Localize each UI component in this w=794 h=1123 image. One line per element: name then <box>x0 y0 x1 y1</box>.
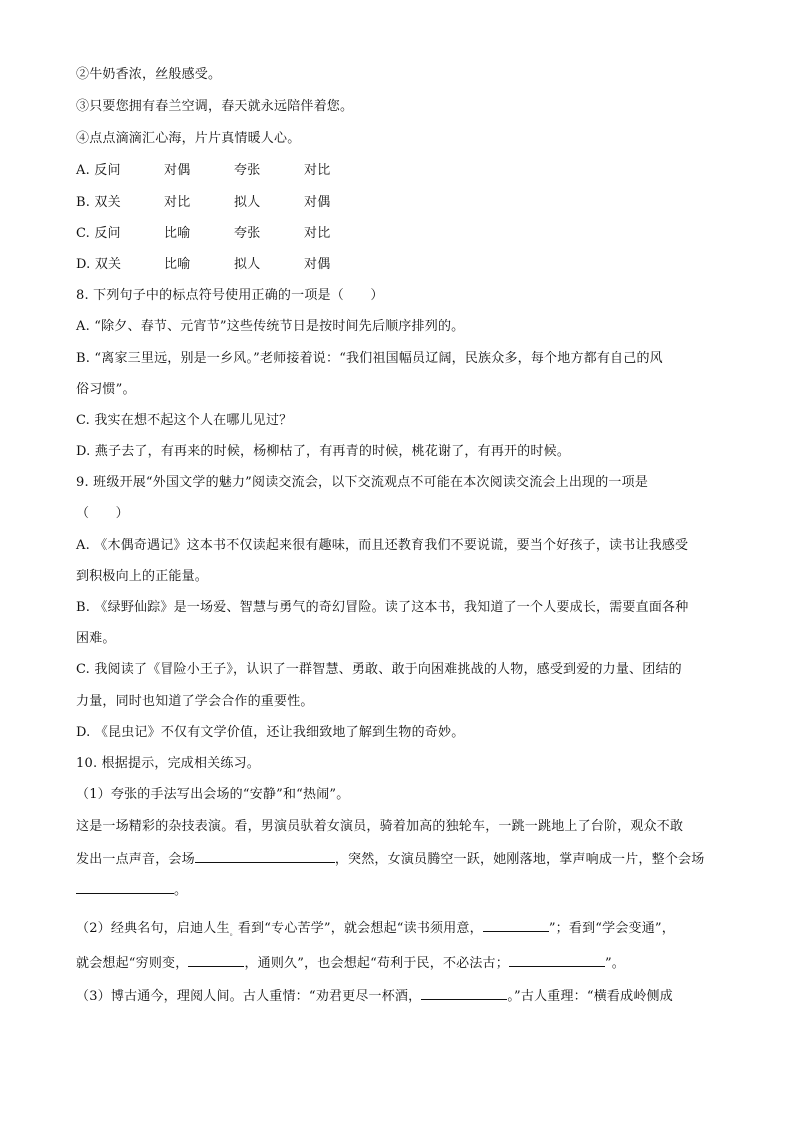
small-punctuation: 。 <box>229 928 238 937</box>
answer-blank-quiet[interactable] <box>195 849 335 863</box>
q9-option-b-line2: 困难。 <box>76 631 116 646</box>
q9-stem-line1: 9. 班级开展“外国文学的魅力”阅读交流会，以下交流观点不可能在本次阅读交流会上出现的一项是 <box>76 475 649 490</box>
q10-stem: 10. 根据提示，完成相关练习。 <box>76 756 261 771</box>
answer-blank-ancient[interactable] <box>509 953 605 967</box>
option-label: C. 反问 <box>76 226 121 241</box>
option-cell: 对偶 <box>304 195 331 210</box>
text-segment: ”。 <box>604 956 625 971</box>
q10-part1-line3 <box>76 880 187 900</box>
q9-option-d: D. 《昆虫记》不仅有文学价值，还让我细致地了解到生物的奇妙。 <box>76 725 465 740</box>
option-cell: 夸张 <box>234 226 261 241</box>
option-cell: 对比 <box>304 226 331 241</box>
q7-option-c <box>76 225 374 243</box>
option-label: B. 双关 <box>76 195 121 210</box>
option-label: A. 反问 <box>76 163 121 178</box>
text-segment: 看到“专心苦学”，就会想起“读书须用意， <box>237 921 483 936</box>
q8-option-c: C. 我实在想不起这个人在哪儿见过？ <box>76 413 293 428</box>
option-cell: 夸张 <box>234 163 261 178</box>
q8-option-b-line2: 俗习惯”。 <box>76 382 136 397</box>
rhetoric-item-2: ②牛奶香浓，丝般感受。 <box>76 67 222 82</box>
text-segment: 发出一点声音，会场 <box>76 852 195 867</box>
option-cell: 比喻 <box>164 257 191 272</box>
text-segment: ，通则久”，也会想起“苟利于民，不必法古； <box>244 956 509 971</box>
option-cell: 对偶 <box>304 257 331 272</box>
answer-blank-reading[interactable] <box>483 918 549 932</box>
q8-option-d: D. 燕子去了，有再来的时候，杨柳枯了，有再青的时候，桃花谢了，有再开的时候。 <box>76 444 571 459</box>
q8-stem: 8. 下列句子中的标点符号使用正确的一项是（ ） <box>76 288 384 303</box>
text-segment: （3）博古通今，理阅人间。古人重情：“劝君更尽一杯酒， <box>76 989 422 1004</box>
text-segment: （2）经典名句，启迪人生 <box>76 921 230 936</box>
text-segment: ，突然，女演员腾空一跃，她刚落地，掌声响成一片，整个会场 <box>334 852 705 867</box>
option-cell: 对比 <box>164 195 191 210</box>
q7-option-b <box>76 194 374 212</box>
q9-option-b-line1: B. 《绿野仙踪》是一场爱、智慧与勇气的奇幻冒险。读了这本书，我知道了一个人要成长，需要直面各种 <box>76 600 689 615</box>
q9-option-c-line2: 力量，同时也知道了学会合作的重要性。 <box>76 694 314 709</box>
q10-part1-line2 <box>76 849 704 869</box>
option-cell: 拟人 <box>234 257 261 272</box>
q10-part2-line1 <box>76 918 675 942</box>
answer-blank-lively[interactable] <box>76 880 174 894</box>
q9-option-c-line1: C. 我阅读了《冒险小王子》，认识了一群智慧、勇敢、敢于向困难挑战的人物，感受到爱的力量、团结的 <box>76 662 682 677</box>
q10-part1-line1: 这是一场精彩的杂技表演。看，男演员驮着女演员，骑着加高的独轮车，一跳一跳地上了台阶，观众不敢 <box>76 819 684 834</box>
q9-stem-line2: （ ） <box>76 506 129 521</box>
rhetoric-item-4: ④点点滴滴汇心海，片片真情暖人心。 <box>76 131 301 146</box>
q9-option-a-line1: A. 《木偶奇遇记》这本书不仅读起来很有趣味，而且还教育我们不要说谎，要当个好孩子，读书让我感受 <box>76 538 689 553</box>
answer-blank-change[interactable] <box>188 953 244 967</box>
option-cell: 拟人 <box>234 195 261 210</box>
option-cell: 对偶 <box>164 163 191 178</box>
text-segment: 就会想起“穷则变， <box>76 956 189 971</box>
answer-blank-wine[interactable] <box>421 986 507 1000</box>
q7-option-a <box>76 162 374 180</box>
text-segment: 。 <box>174 883 188 898</box>
q8-option-a: A. “除夕、春节、元宵节”这些传统节日是按时间先后顺序排列的。 <box>76 319 465 334</box>
text-segment: 。”古人重理：“横看成岭侧成 <box>507 989 673 1004</box>
option-label: D. 双关 <box>76 257 122 272</box>
q8-option-b-line1: B. “离家三里远，别是一乡风。”老师接着说：“我们祖国幅员辽阔，民族众多，每个地方都有自己的风 <box>76 351 663 366</box>
q9-option-a-line2: 到积极向上的正能量。 <box>76 569 209 584</box>
q10-part2-line2 <box>76 953 625 973</box>
text-segment: ”；看到“学会变通”， <box>548 921 675 936</box>
q10-part1-title: （1）夸张的手法写出会场的“安静”和“热闹”。 <box>76 787 350 802</box>
option-cell: 对比 <box>304 163 331 178</box>
q7-option-d <box>76 256 374 274</box>
option-cell: 比喻 <box>164 226 191 241</box>
rhetoric-item-3: ③只要您拥有春兰空调，春天就永远陪伴着您。 <box>76 99 354 114</box>
q10-part3-line1 <box>76 986 673 1006</box>
